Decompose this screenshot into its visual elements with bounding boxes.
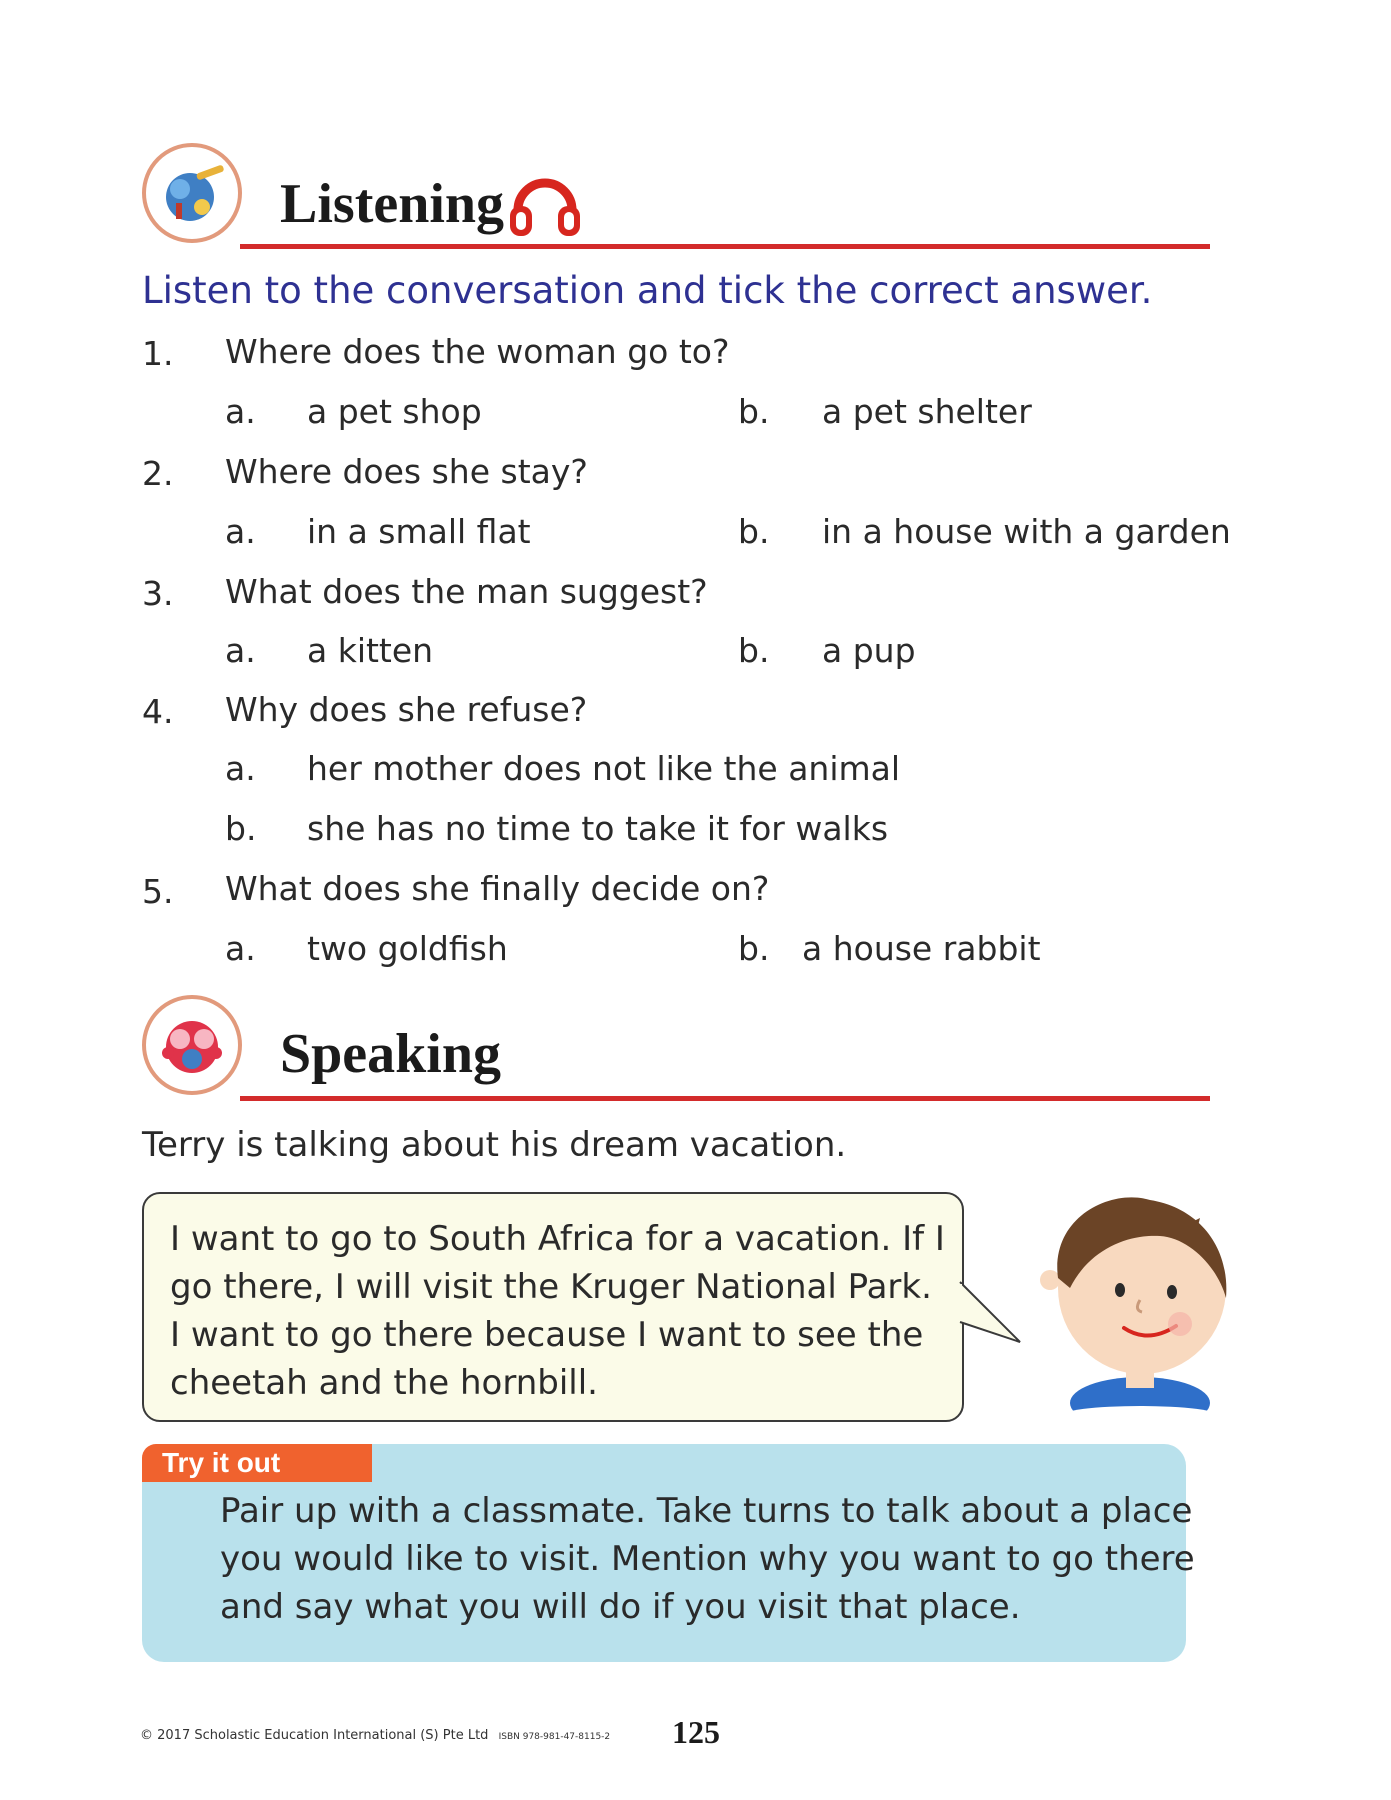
question-number: 1. [142, 334, 174, 373]
option-b-letter: b. [738, 631, 770, 670]
option-a[interactable]: two goldfish [307, 929, 508, 968]
question-number: 4. [142, 692, 174, 731]
try-it-out-label: Try it out [142, 1444, 372, 1482]
question-text: What does the man suggest? [225, 572, 708, 611]
speaking-intro: Terry is talking about his dream vacation. [142, 1125, 847, 1165]
option-a[interactable]: her mother does not like the animal [307, 749, 901, 788]
option-a-letter: a. [225, 631, 256, 670]
option-a-letter: a. [225, 749, 256, 788]
music-instruments-icon [146, 147, 238, 239]
bubble-line: go there, I will visit the Kruger National Park. [170, 1267, 932, 1307]
bubble-line: I want to go to South Africa for a vacation. If I [170, 1219, 945, 1259]
speaking-title: Speaking [280, 1023, 501, 1085]
speech-bubble [142, 1192, 964, 1422]
isbn-text: ISBN 978-981-47-8115-2 [498, 1732, 611, 1742]
option-a-letter: a. [225, 392, 256, 431]
option-b-letter: b. [738, 392, 770, 431]
question-text: Why does she refuse? [225, 690, 588, 729]
try-it-out-line: Pair up with a classmate. Take turns to talk about a place [220, 1491, 1193, 1531]
option-a[interactable]: a pet shop [307, 392, 482, 431]
option-a-letter: a. [225, 929, 256, 968]
option-b[interactable]: a pup [822, 631, 916, 670]
page-number: 125 [672, 1714, 720, 1750]
question-number: 3. [142, 574, 174, 613]
option-b-letter: b. [738, 929, 770, 968]
question-text: What does she finally decide on? [225, 869, 770, 908]
listening-divider [240, 244, 1210, 249]
option-b-letter: b. [225, 809, 257, 848]
speaking-section-icon [142, 995, 242, 1095]
bubble-line: I want to go there because I want to see the [170, 1315, 924, 1355]
listening-title: Listening [280, 173, 505, 235]
try-it-out-line: you would like to visit. Mention why you want to go there [220, 1539, 1195, 1579]
headphones-icon [508, 170, 582, 238]
option-a-letter: a. [225, 512, 256, 551]
listening-instruction: Listen to the conversation and tick the correct answer. [142, 269, 1153, 312]
option-b[interactable]: she has no time to take it for walks [307, 809, 889, 848]
option-a[interactable]: in a small flat [307, 512, 531, 551]
speaking-divider [240, 1096, 1210, 1101]
listening-section-icon [142, 143, 242, 243]
question-number: 2. [142, 454, 174, 493]
option-b-letter: b. [738, 512, 770, 551]
option-b[interactable]: a house rabbit [802, 929, 1041, 968]
speech-bubble-tail [958, 1278, 1024, 1348]
option-a[interactable]: a kitten [307, 631, 434, 670]
bubble-line: cheetah and the hornbill. [170, 1363, 598, 1403]
question-number: 5. [142, 872, 174, 911]
children-talking-icon [146, 999, 238, 1091]
footer-copyright [140, 1728, 610, 1743]
try-it-out-line: and say what you will do if you visit that place. [220, 1587, 1021, 1627]
option-b[interactable]: in a house with a garden [822, 512, 1231, 551]
copyright-text: © 2017 Scholastic Education International (S) Pte Ltd [140, 1728, 489, 1743]
question-text: Where does the woman go to? [225, 332, 730, 371]
question-text: Where does she stay? [225, 452, 588, 491]
option-b[interactable]: a pet shelter [822, 392, 1032, 431]
boy-avatar-illustration [1030, 1188, 1250, 1418]
